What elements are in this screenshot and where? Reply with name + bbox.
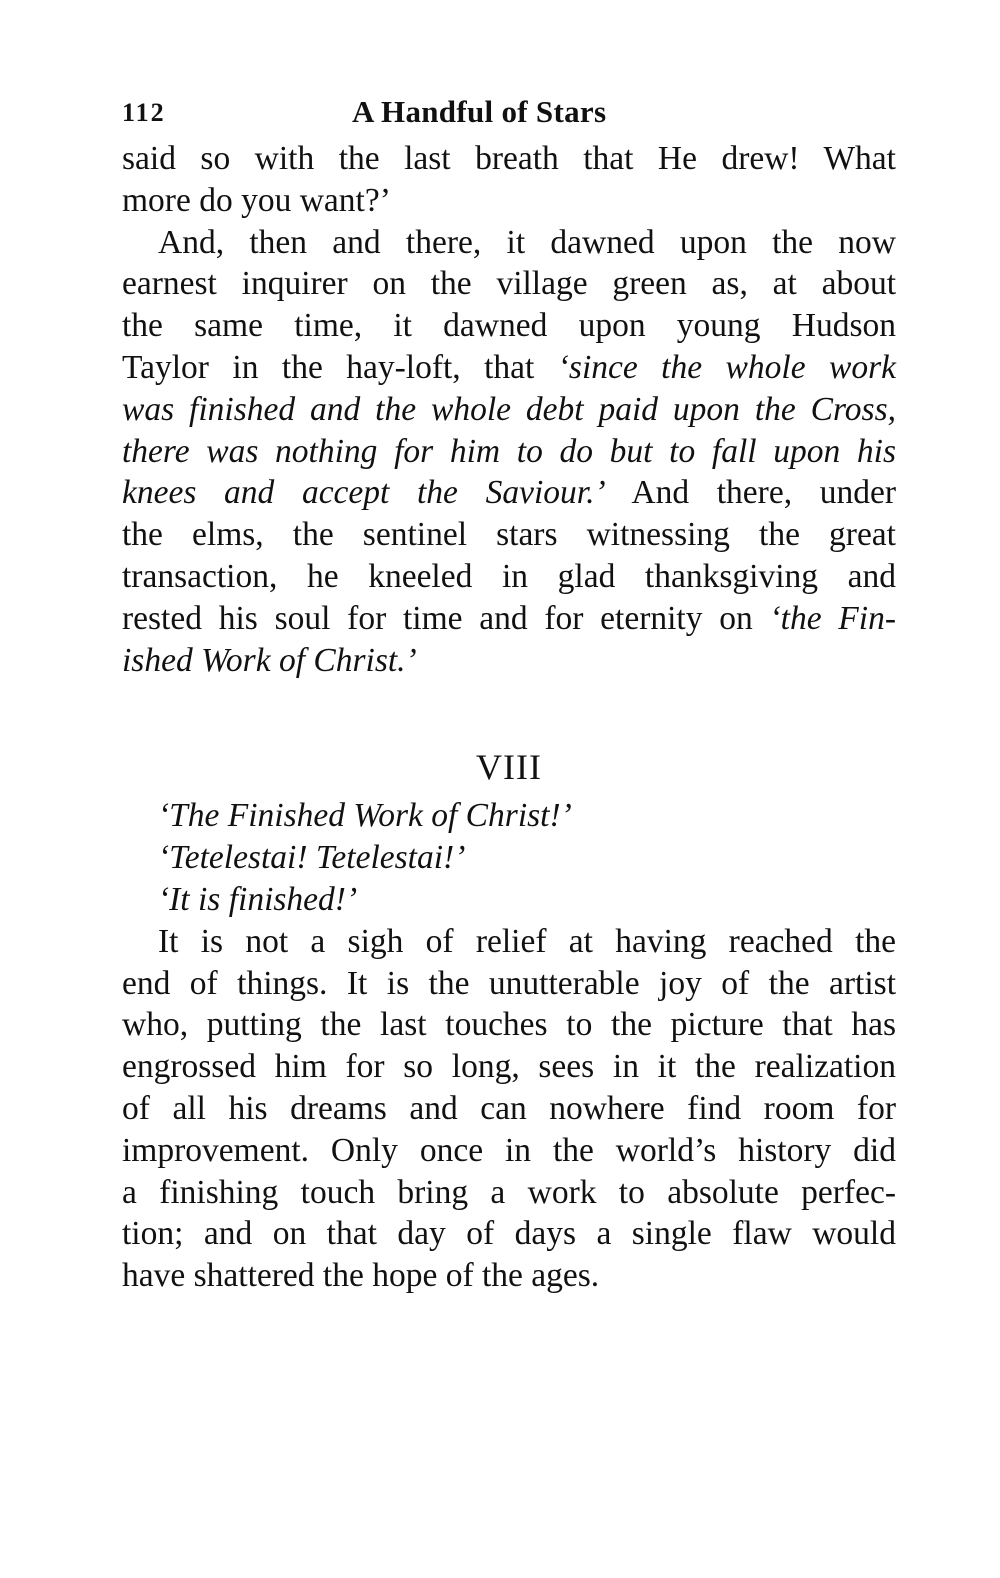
italic-quote: knees and accept the Saviour.’: [122, 474, 606, 512]
text-line: who, putting the last touches to the picture that has: [122, 1006, 896, 1044]
text-line: the elms, the sentinel stars witnessing the great: [122, 516, 896, 554]
verse-block: [122, 795, 896, 920]
italic-quote-line: was finished and the whole debt paid upon the Cross,: [122, 390, 896, 428]
text-line: [122, 598, 896, 640]
text-line: tion; and on that day of days a single flaw would: [122, 1215, 896, 1253]
italic-quote: ‘since the whole work: [557, 348, 897, 386]
plain-text: And there, under: [605, 474, 896, 512]
verse-line: ‘Tetelestai! Tetelestai!’: [158, 839, 466, 877]
plain-text: Taylor in the hay-loft, that: [122, 348, 558, 386]
section-heading: VIII: [476, 747, 542, 788]
book-page: [122, 92, 896, 1297]
italic-quote: ‘the Fin-: [769, 599, 896, 637]
verse-line: ‘The Finished Work of Christ!’: [158, 797, 572, 835]
text-line: [122, 472, 896, 514]
italic-quote-line: there was nothing for him to do but to fall upon his: [122, 432, 896, 470]
text-line: of all his dreams and can nowhere find room for: [122, 1089, 896, 1127]
plain-text: rested his soul for time and for eternity on: [122, 599, 770, 637]
paragraph-continuation: [122, 138, 896, 222]
paragraph-hudson-taylor: [122, 222, 896, 682]
text-line: more do you want?’: [122, 181, 391, 219]
text-line: It is not a sigh of relief at having reached the: [158, 922, 896, 960]
text-line: improvement. Only once in the world’s history did: [122, 1131, 896, 1169]
text-line: transaction, he kneeled in glad thanksgiving and: [122, 557, 896, 595]
text-line: a finishing touch bring a work to absolute perfec-: [122, 1173, 896, 1211]
text-line: have shattered the hope of the ages.: [122, 1257, 600, 1295]
running-title: A Handful of Stars: [352, 94, 607, 129]
verse-line: ‘It is finished!’: [158, 880, 358, 918]
text-line: end of things. It is the unutterable joy of the artist: [122, 964, 896, 1002]
running-head: [122, 92, 896, 138]
text-line: said so with the last breath that He drew! What: [122, 140, 896, 177]
italic-quote-line: ished Work of Christ.’: [122, 641, 417, 679]
text-line: [122, 347, 896, 389]
page-number: 112: [122, 98, 166, 127]
text-line: And, then and there, it dawned upon the now: [158, 223, 896, 261]
text-line: engrossed him for so long, sees in it the realization: [122, 1048, 896, 1086]
text-line: earnest inquirer on the village green as, at about: [122, 265, 896, 303]
paragraph-finished-work: [122, 921, 896, 1297]
text-line: the same time, it dawned upon young Hudson: [122, 307, 896, 345]
